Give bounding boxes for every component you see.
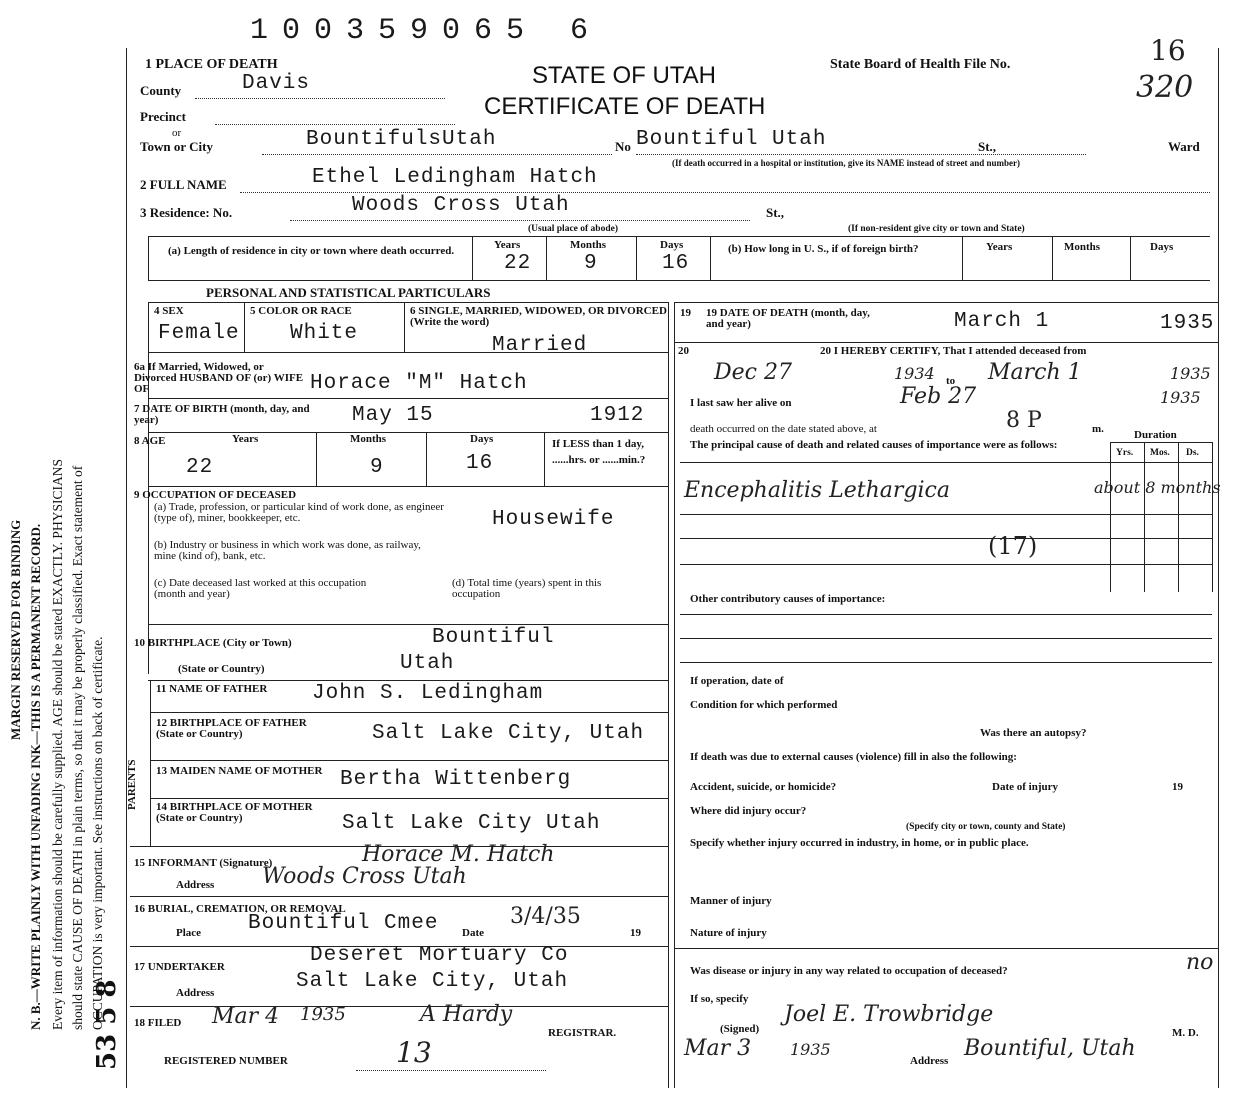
cause-line-0 xyxy=(680,462,1212,463)
res-years-header: Years xyxy=(494,239,521,251)
attended-to-year: 1935 xyxy=(1170,364,1211,383)
certificate-serial: 100359065 6 xyxy=(250,14,603,48)
res-years: 22 xyxy=(504,252,532,275)
dur-div4 xyxy=(1212,442,1213,592)
row-line-10 xyxy=(148,680,668,681)
external-causes-label: If death was due to external causes (violence) fill in also the following: xyxy=(690,751,1017,763)
father-name-label: 11 NAME OF FATHER xyxy=(156,683,268,695)
last-saw-year: 1935 xyxy=(1160,388,1201,407)
informant-address-label: Address xyxy=(176,879,215,891)
regno-line xyxy=(356,1070,546,1071)
ward-label: Ward xyxy=(1168,139,1200,154)
undertaker-name: Deseret Mortuary Co xyxy=(310,944,569,967)
row-line-11 xyxy=(150,712,668,713)
dod-year: 1935 xyxy=(1160,312,1215,335)
cause-code: (17) xyxy=(988,532,1038,560)
autopsy-label: Was there an autopsy? xyxy=(980,727,1087,739)
b-days-header: Days xyxy=(1150,241,1174,253)
row-line-15 xyxy=(130,896,668,897)
file-number-top: 16 xyxy=(1150,34,1186,67)
father-name: John S. Ledingham xyxy=(312,682,544,705)
town-value: BountifulsUtah xyxy=(306,128,497,151)
injury-date-label: Date of injury xyxy=(992,781,1058,793)
last-saw-date: Feb 27 xyxy=(900,384,977,409)
attended-from: Dec 27 xyxy=(714,360,792,385)
row-line-13 xyxy=(150,798,668,799)
condition-label: Condition for which performed xyxy=(690,699,838,711)
occupation-d-label: (d) Total time (years) spent in this occupation xyxy=(452,577,602,600)
b-years-header: Years xyxy=(986,241,1013,253)
row-line-6 xyxy=(148,352,668,353)
parents-border xyxy=(150,680,151,846)
dob-label: 7 DATE OF BIRTH (month, day, and year) xyxy=(134,403,310,426)
attended-from-year: 1934 xyxy=(894,364,935,383)
nonresident-note: (If non-resident give city or town and State) xyxy=(848,224,1025,234)
row-line-6a xyxy=(148,398,668,399)
sex-label: 4 SEX xyxy=(154,305,184,317)
where-label: Where did injury occur? xyxy=(690,805,807,817)
state-country-label: (State or Country) xyxy=(178,663,265,675)
street-st-label: St., xyxy=(978,139,997,154)
if-so-label: If so, specify xyxy=(690,993,749,1005)
residence-value: Woods Cross Utah xyxy=(352,194,570,217)
father-birthplace: Salt Lake City, Utah xyxy=(372,722,645,745)
form-left-border xyxy=(126,48,127,1088)
informant-label: 15 INFORMANT (Signature) xyxy=(134,857,273,869)
center-divider-2 xyxy=(674,302,675,1088)
birthplace-state: Utah xyxy=(400,652,455,675)
age-label: 8 AGE xyxy=(134,435,166,447)
res-div6 xyxy=(1052,236,1053,280)
race-value: White xyxy=(290,322,359,345)
or-label: or xyxy=(172,127,182,139)
mother-birthplace-label: 14 BIRTHPLACE OF MOTHER (State or Country) xyxy=(156,801,313,824)
registered-number: 13 xyxy=(396,1036,432,1069)
dod-num: 19 xyxy=(680,307,691,319)
burial-date: 3/4/35 xyxy=(510,904,581,929)
age-years: 22 xyxy=(186,456,214,479)
instruction-line-2: should state CAUSE OF DEATH in plain terms, so that it may be properly classified. Exact statement of xyxy=(70,465,85,1030)
duration-label: Duration xyxy=(1134,429,1177,441)
occupation-value: Housewife xyxy=(492,508,615,531)
res-div5 xyxy=(962,236,963,280)
dod-label: 19 DATE OF DEATH (month, day, and year) xyxy=(706,307,870,330)
right-top-line xyxy=(674,302,1218,303)
sex-value: Female xyxy=(158,322,240,345)
filed-date: Mar 4 xyxy=(212,1004,280,1029)
age-years-header: Years xyxy=(232,433,259,445)
burial-place: Bountiful Cmee xyxy=(248,912,439,935)
precinct-label: Precinct xyxy=(140,109,186,124)
race-label: 5 COLOR OR RACE xyxy=(250,305,352,317)
hospital-note: (If death occurred in a hospital or institution, give its NAME instead of street and number) xyxy=(672,158,1021,168)
res-div4 xyxy=(710,236,711,280)
age-div2 xyxy=(426,432,427,486)
burial-year-label: 19 xyxy=(630,927,641,939)
accident-label: Accident, suicide, or homicide? xyxy=(690,781,837,793)
duration-yrs: Yrs. xyxy=(1116,448,1134,458)
other-line-1 xyxy=(680,614,1212,615)
res-days-header: Days xyxy=(660,239,684,251)
residence-box-top xyxy=(148,236,1210,237)
age-days: 16 xyxy=(466,452,494,475)
cause-line-1 xyxy=(680,514,1212,515)
occupation-c-label: (c) Date deceased last worked at this occupation (month and year) xyxy=(154,577,367,600)
physician-address-label: Address xyxy=(910,1055,949,1067)
cause-line-2 xyxy=(680,538,1212,539)
street-value: Bountiful Utah xyxy=(636,128,827,151)
personal-heading: PERSONAL AND STATISTICAL PARTICULARS xyxy=(206,285,491,300)
full-name-label: 2 FULL NAME xyxy=(140,177,227,192)
m-label: m. xyxy=(1092,423,1104,435)
street-line xyxy=(636,154,1086,155)
filed-year: 1935 xyxy=(300,1004,346,1025)
undertaker-address-label: Address xyxy=(176,987,215,999)
right-line-19 xyxy=(674,342,1218,343)
dur-div2 xyxy=(1144,442,1145,592)
mother-name-label: 13 MAIDEN NAME OF MOTHER xyxy=(156,765,323,777)
res-div7 xyxy=(1130,236,1131,280)
death-time: 8 P xyxy=(1006,408,1042,433)
town-line xyxy=(262,154,612,155)
town-label: Town or City xyxy=(140,139,213,154)
full-name-line xyxy=(240,192,1210,193)
res-div2 xyxy=(546,236,547,280)
precinct-line xyxy=(215,124,455,125)
duration-mos: Mos. xyxy=(1150,448,1170,458)
res-div3 xyxy=(636,236,637,280)
county-label: County xyxy=(140,83,182,98)
foreign-birth-label: (b) How long in U. S., if of foreign birth? xyxy=(728,243,919,255)
physician-address: Bountiful, Utah xyxy=(964,1036,1136,1061)
place-of-death-label: 1 PLACE OF DEATH xyxy=(145,57,278,72)
duration-line xyxy=(1110,442,1212,443)
cause-line-3 xyxy=(680,564,1212,565)
nature-label: Nature of injury xyxy=(690,927,767,939)
county-value: Davis xyxy=(242,72,311,95)
residence-st-label: St., xyxy=(766,205,785,220)
marital-value: Married xyxy=(492,334,588,357)
occupation-label: 9 OCCUPATION OF DECEASED xyxy=(134,489,297,501)
last-saw-label: I last saw her alive on xyxy=(690,397,792,409)
res-div1 xyxy=(472,236,473,280)
row-line-7 xyxy=(148,432,668,433)
b-months-header: Months xyxy=(1064,241,1101,253)
signed-year: 1935 xyxy=(790,1040,831,1059)
other-causes-label: Other contributory causes of importance: xyxy=(690,593,886,605)
registrar-label: REGISTRAR. xyxy=(548,1027,617,1039)
center-divider xyxy=(668,302,669,1088)
specify-label: Specify whether injury occurred in industry, in home, or in public place. xyxy=(690,837,1029,849)
signed-label: (Signed) xyxy=(720,1023,760,1035)
burial-place-label: Place xyxy=(176,927,202,939)
registrar-signature: A Hardy xyxy=(420,1002,513,1027)
residence-box-left xyxy=(148,236,149,280)
cause-of-death: Encephalitis Lethargica xyxy=(684,478,950,503)
ink-notice: N. B.—WRITE PLAINLY WITH UNFADING INK—THIS IS A PERMANENT RECORD. xyxy=(28,523,43,1030)
dod-value: March 1 xyxy=(954,310,1050,333)
age-days-header: Days xyxy=(470,433,494,445)
occupation-related: no xyxy=(1186,950,1214,975)
birthplace-label: 10 BIRTHPLACE (City or Town) xyxy=(134,637,292,649)
row-line-12 xyxy=(150,760,668,761)
sex-div xyxy=(244,302,245,352)
occupation-related-label: Was disease or injury in any way related to occupation of deceased? xyxy=(690,965,1008,977)
county-line xyxy=(195,98,445,99)
signed-date: Mar 3 xyxy=(684,1036,752,1061)
father-birthplace-label: 12 BIRTHPLACE OF FATHER (State or Country) xyxy=(156,717,307,740)
birthplace-city: Bountiful xyxy=(432,626,555,649)
title-certificate: CERTIFICATE OF DEATH xyxy=(484,93,766,120)
residence-label: 3 Residence: No. xyxy=(140,205,233,220)
other-line-3 xyxy=(680,662,1212,663)
parents-label: PARENTS xyxy=(126,759,138,810)
age-months-header: Months xyxy=(350,433,387,445)
duration-ds: Ds. xyxy=(1186,448,1199,458)
manner-label: Manner of injury xyxy=(690,895,772,907)
cause-duration: about 8 months xyxy=(1094,478,1221,497)
operation-label: If operation, date of xyxy=(690,675,784,687)
undertaker-label: 17 UNDERTAKER xyxy=(134,961,225,973)
form-right-border xyxy=(1218,48,1219,1088)
usual-abode-note: (Usual place of abode) xyxy=(528,224,618,234)
res-days: 16 xyxy=(662,252,690,275)
dur-div1 xyxy=(1110,442,1111,592)
res-months-header: Months xyxy=(570,239,607,251)
filed-label: 18 FILED xyxy=(134,1017,182,1029)
spouse-value: Horace "M" Hatch xyxy=(310,372,528,395)
other-line-2 xyxy=(680,638,1212,639)
full-name-value: Ethel Ledingham Hatch xyxy=(312,166,598,189)
right-line-injury xyxy=(674,948,1218,949)
burial-date-label: Date xyxy=(462,927,484,939)
title-state: STATE OF UTAH xyxy=(532,62,716,89)
age-div1 xyxy=(316,432,317,486)
row-line-17 xyxy=(130,1006,668,1007)
length-residence-label: (a) Length of residence in city or town where death occurred. xyxy=(168,245,455,257)
occupation-a-label: (a) Trade, profession, or particular kind of work done, as engineer (type of), miner, bookkeeper, etc. xyxy=(154,501,444,524)
to-label: to xyxy=(946,375,956,387)
instruction-line-3: OCCUPATION is very important. See instructions on back of certificate. xyxy=(90,636,105,1030)
residence-box-bottom xyxy=(148,280,1210,281)
registered-number-label: REGISTERED NUMBER xyxy=(164,1055,288,1067)
left-column-border xyxy=(148,302,149,674)
informant-address: Woods Cross Utah xyxy=(262,864,467,889)
physician-signature: Joel E. Trowbridge xyxy=(784,1002,994,1027)
informant-signature: Horace M. Hatch xyxy=(362,842,555,867)
certify-label: 20 I HEREBY CERTIFY, That I attended deceased from xyxy=(820,345,1087,357)
file-number-label: State Board of Health File No. xyxy=(830,57,1011,72)
marital-label: 6 SINGLE, MARRIED, WIDOWED, OR DIVORCED (Write the word) xyxy=(410,305,667,328)
injury-year-label: 19 xyxy=(1172,781,1183,793)
where-note: (Specify city or town, county and State) xyxy=(906,822,1066,832)
mother-birthplace: Salt Lake City Utah xyxy=(342,812,601,835)
age-div3 xyxy=(544,432,545,486)
md-label: M. D. xyxy=(1172,1027,1199,1039)
attended-to: March 1 xyxy=(988,360,1082,385)
mother-name: Bertha Wittenberg xyxy=(340,768,572,791)
instruction-line-1: Every item of information should be carefully supplied. AGE should be stated EXACTLY. PHYSICIANS xyxy=(50,459,65,1030)
burial-label: 16 BURIAL, CREMATION, OR REMOVAL xyxy=(134,903,346,915)
file-number: 320 xyxy=(1136,70,1194,105)
occupation-b-label: (b) Industry or business in which work was done, as railway, mine (kind of), bank, etc. xyxy=(154,539,421,562)
undertaker-address: Salt Lake City, Utah xyxy=(296,970,569,993)
res-months: 9 xyxy=(584,252,598,275)
cert-num: 20 xyxy=(678,345,689,357)
residence-line xyxy=(290,220,750,221)
street-no-label: No xyxy=(615,139,631,154)
death-at-label: death occurred on the date stated above, at xyxy=(690,423,877,435)
less-than-day-label: If LESS than 1 day, ......hrs. or ......min.? xyxy=(552,438,646,466)
dur-div3 xyxy=(1178,442,1179,592)
spouse-label: 6a If Married, Widowed, or Divorced HUSBAND OF (or) WIFE OF xyxy=(134,361,304,395)
dob-value: May 15 xyxy=(352,404,434,427)
race-div xyxy=(404,302,405,352)
cause-intro: The principal cause of death and related causes of importance were as follows: xyxy=(690,439,1058,451)
age-months: 9 xyxy=(370,456,384,479)
binding-margin-note: MARGIN RESERVED FOR BINDING xyxy=(8,519,23,740)
row-line-8 xyxy=(148,486,668,487)
row-line-9 xyxy=(148,624,668,625)
personal-heading-line xyxy=(148,302,668,303)
dob-year: 1912 xyxy=(590,404,645,427)
margin-stamp: 53 5 8 xyxy=(92,979,122,1070)
